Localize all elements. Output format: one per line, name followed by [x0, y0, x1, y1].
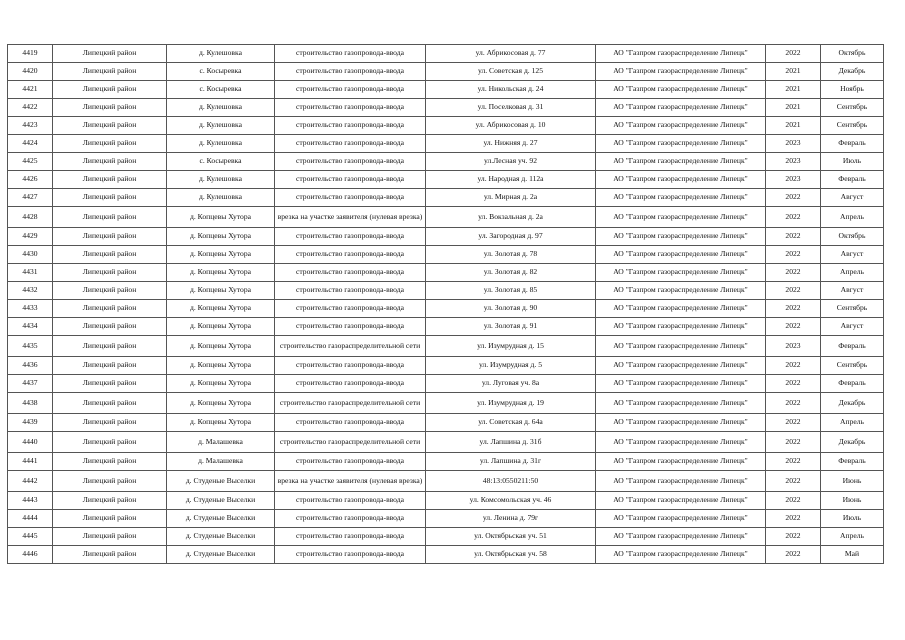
work-type-cell: врезка на участке заявителя (нулевая врезка) [275, 471, 426, 492]
table-row [8, 453, 884, 471]
work-type-cell: строительство газопровода-ввода [275, 99, 426, 117]
address-cell: ул. Мирная д. 2а [426, 189, 596, 207]
address-cell: ул. Комсомольская уч. 46 [426, 492, 596, 510]
organization-cell: АО "Газпром газораспределение Липецк" [596, 414, 766, 432]
row-number-cell: 4431 [8, 264, 53, 282]
address-cell: ул. Лапшина д. 31б [426, 432, 596, 453]
year-cell: 2023 [766, 336, 821, 357]
locality-cell: д. Кулешовка [167, 135, 275, 153]
address-cell: ул. Золотая д. 91 [426, 318, 596, 336]
row-number-cell: 4429 [8, 228, 53, 246]
locality-cell: д. Студеные Выселки [167, 528, 275, 546]
locality-cell: д. Копцевы Хутора [167, 246, 275, 264]
month-cell: Июнь [821, 492, 884, 510]
table-row [8, 414, 884, 432]
row-number-cell: 4421 [8, 81, 53, 99]
organization-cell: АО "Газпром газораспределение Липецк" [596, 99, 766, 117]
table-row [8, 300, 884, 318]
district-cell: Липецкий район [53, 228, 167, 246]
organization-cell: АО "Газпром газораспределение Липецк" [596, 189, 766, 207]
year-cell: 2023 [766, 171, 821, 189]
month-cell: Июнь [821, 471, 884, 492]
district-cell: Липецкий район [53, 546, 167, 564]
locality-cell: д. Студеные Выселки [167, 546, 275, 564]
address-cell: ул. Октябрьская уч. 51 [426, 528, 596, 546]
work-type-cell: строительство газораспределительной сети [275, 432, 426, 453]
year-cell: 2022 [766, 264, 821, 282]
organization-cell: АО "Газпром газораспределение Липецк" [596, 153, 766, 171]
month-cell: Декабрь [821, 393, 884, 414]
locality-cell: д. Кулешовка [167, 189, 275, 207]
month-cell: Сентябрь [821, 117, 884, 135]
district-cell: Липецкий район [53, 99, 167, 117]
row-number-cell: 4425 [8, 153, 53, 171]
address-cell: ул. Золотая д. 90 [426, 300, 596, 318]
row-number-cell: 4446 [8, 546, 53, 564]
work-type-cell: строительство газопровода-ввода [275, 153, 426, 171]
month-cell: Апрель [821, 207, 884, 228]
row-number-cell: 4423 [8, 117, 53, 135]
year-cell: 2021 [766, 117, 821, 135]
work-type-cell: строительство газопровода-ввода [275, 246, 426, 264]
table-row [8, 375, 884, 393]
year-cell: 2022 [766, 546, 821, 564]
organization-cell: АО "Газпром газораспределение Липецк" [596, 171, 766, 189]
table-row [8, 207, 884, 228]
address-cell: ул. Вокзальная д. 2а [426, 207, 596, 228]
district-cell: Липецкий район [53, 207, 167, 228]
address-cell: ул. Ленина д. 79г [426, 510, 596, 528]
locality-cell: д. Копцевы Хутора [167, 282, 275, 300]
district-cell: Липецкий район [53, 492, 167, 510]
organization-cell: АО "Газпром газораспределение Липецк" [596, 375, 766, 393]
row-number-cell: 4430 [8, 246, 53, 264]
organization-cell: АО "Газпром газораспределение Липецк" [596, 45, 766, 63]
organization-cell: АО "Газпром газораспределение Липецк" [596, 117, 766, 135]
organization-cell: АО "Газпром газораспределение Липецк" [596, 453, 766, 471]
year-cell: 2023 [766, 135, 821, 153]
locality-cell: д. Кулешовка [167, 117, 275, 135]
table-row [8, 528, 884, 546]
work-type-cell: строительство газораспределительной сети [275, 393, 426, 414]
work-type-cell: строительство газопровода-ввода [275, 228, 426, 246]
year-cell: 2022 [766, 414, 821, 432]
district-cell: Липецкий район [53, 282, 167, 300]
address-cell: ул.Лесная уч. 92 [426, 153, 596, 171]
month-cell: Сентябрь [821, 357, 884, 375]
organization-cell: АО "Газпром газораспределение Липецк" [596, 510, 766, 528]
locality-cell: с. Косыревка [167, 153, 275, 171]
work-type-cell: строительство газопровода-ввода [275, 264, 426, 282]
year-cell: 2022 [766, 228, 821, 246]
address-cell: ул. Никольская д. 24 [426, 81, 596, 99]
address-cell: ул. Октябрьская уч. 58 [426, 546, 596, 564]
table-row [8, 432, 884, 453]
month-cell: Май [821, 546, 884, 564]
work-type-cell: строительство газопровода-ввода [275, 492, 426, 510]
month-cell: Сентябрь [821, 99, 884, 117]
organization-cell: АО "Газпром газораспределение Липецк" [596, 528, 766, 546]
row-number-cell: 4432 [8, 282, 53, 300]
organization-cell: АО "Газпром газораспределение Липецк" [596, 81, 766, 99]
organization-cell: АО "Газпром газораспределение Липецк" [596, 282, 766, 300]
locality-cell: д. Копцевы Хутора [167, 375, 275, 393]
month-cell: Июль [821, 510, 884, 528]
organization-cell: АО "Газпром газораспределение Липецк" [596, 357, 766, 375]
month-cell: Апрель [821, 414, 884, 432]
district-cell: Липецкий район [53, 471, 167, 492]
year-cell: 2021 [766, 99, 821, 117]
year-cell: 2022 [766, 492, 821, 510]
organization-cell: АО "Газпром газораспределение Липецк" [596, 432, 766, 453]
row-number-cell: 4426 [8, 171, 53, 189]
year-cell: 2022 [766, 357, 821, 375]
table-row [8, 171, 884, 189]
row-number-cell: 4445 [8, 528, 53, 546]
month-cell: Ноябрь [821, 81, 884, 99]
row-number-cell: 4424 [8, 135, 53, 153]
organization-cell: АО "Газпром газораспределение Липецк" [596, 207, 766, 228]
month-cell: Август [821, 318, 884, 336]
row-number-cell: 4438 [8, 393, 53, 414]
locality-cell: д. Кулешовка [167, 99, 275, 117]
locality-cell: д. Копцевы Хутора [167, 228, 275, 246]
month-cell: Август [821, 189, 884, 207]
work-type-cell: строительство газопровода-ввода [275, 45, 426, 63]
work-type-cell: строительство газопровода-ввода [275, 300, 426, 318]
locality-cell: д. Копцевы Хутора [167, 414, 275, 432]
organization-cell: АО "Газпром газораспределение Липецк" [596, 318, 766, 336]
month-cell: Август [821, 282, 884, 300]
year-cell: 2023 [766, 153, 821, 171]
district-cell: Липецкий район [53, 432, 167, 453]
work-type-cell: строительство газопровода-ввода [275, 375, 426, 393]
month-cell: Август [821, 246, 884, 264]
row-number-cell: 4435 [8, 336, 53, 357]
year-cell: 2022 [766, 393, 821, 414]
locality-cell: д. Копцевы Хутора [167, 393, 275, 414]
table-row [8, 318, 884, 336]
month-cell: Февраль [821, 375, 884, 393]
year-cell: 2022 [766, 207, 821, 228]
organization-cell: АО "Газпром газораспределение Липецк" [596, 63, 766, 81]
table-row [8, 99, 884, 117]
district-cell: Липецкий район [53, 510, 167, 528]
gas-connection-table [7, 44, 884, 564]
row-number-cell: 4437 [8, 375, 53, 393]
row-number-cell: 4419 [8, 45, 53, 63]
address-cell: ул. Лапшина д. 31г [426, 453, 596, 471]
table-row [8, 357, 884, 375]
organization-cell: АО "Газпром газораспределение Липецк" [596, 300, 766, 318]
district-cell: Липецкий район [53, 375, 167, 393]
work-type-cell: строительство газопровода-ввода [275, 546, 426, 564]
month-cell: Февраль [821, 336, 884, 357]
locality-cell: д. Малашевка [167, 432, 275, 453]
address-cell: ул. Золотая д. 85 [426, 282, 596, 300]
organization-cell: АО "Газпром газораспределение Липецк" [596, 246, 766, 264]
month-cell: Декабрь [821, 63, 884, 81]
work-type-cell: строительство газопровода-ввода [275, 510, 426, 528]
month-cell: Апрель [821, 528, 884, 546]
organization-cell: АО "Газпром газораспределение Липецк" [596, 135, 766, 153]
row-number-cell: 4436 [8, 357, 53, 375]
work-type-cell: строительство газопровода-ввода [275, 357, 426, 375]
locality-cell: д. Копцевы Хутора [167, 300, 275, 318]
month-cell: Октябрь [821, 228, 884, 246]
locality-cell: с. Косыревка [167, 81, 275, 99]
table-body [8, 45, 884, 564]
table-row [8, 546, 884, 564]
table-row [8, 189, 884, 207]
row-number-cell: 4434 [8, 318, 53, 336]
district-cell: Липецкий район [53, 528, 167, 546]
district-cell: Липецкий район [53, 318, 167, 336]
address-cell: ул. Загородная д. 97 [426, 228, 596, 246]
address-cell: ул. Советская д. 125 [426, 63, 596, 81]
address-cell: ул. Абрикосовая д. 77 [426, 45, 596, 63]
locality-cell: с. Косыревка [167, 63, 275, 81]
address-cell: ул. Изумрудная д. 19 [426, 393, 596, 414]
district-cell: Липецкий район [53, 300, 167, 318]
row-number-cell: 4427 [8, 189, 53, 207]
locality-cell: д. Малашевка [167, 453, 275, 471]
table-row [8, 510, 884, 528]
work-type-cell: строительство газопровода-ввода [275, 117, 426, 135]
address-cell: ул. Золотая д. 78 [426, 246, 596, 264]
table-row [8, 264, 884, 282]
table-row [8, 228, 884, 246]
district-cell: Липецкий район [53, 63, 167, 81]
row-number-cell: 4420 [8, 63, 53, 81]
year-cell: 2022 [766, 453, 821, 471]
table-row [8, 45, 884, 63]
address-cell: ул. Луговая уч. 8а [426, 375, 596, 393]
address-cell: 48:13:0550211:50 [426, 471, 596, 492]
month-cell: Октябрь [821, 45, 884, 63]
row-number-cell: 4422 [8, 99, 53, 117]
locality-cell: д. Копцевы Хутора [167, 264, 275, 282]
row-number-cell: 4439 [8, 414, 53, 432]
work-type-cell: строительство газопровода-ввода [275, 453, 426, 471]
locality-cell: д. Копцевы Хутора [167, 318, 275, 336]
table-row [8, 282, 884, 300]
organization-cell: АО "Газпром газораспределение Липецк" [596, 471, 766, 492]
district-cell: Липецкий район [53, 336, 167, 357]
table-row [8, 117, 884, 135]
locality-cell: д. Копцевы Хутора [167, 336, 275, 357]
address-cell: ул. Золотая д. 82 [426, 264, 596, 282]
work-type-cell: строительство газопровода-ввода [275, 63, 426, 81]
district-cell: Липецкий район [53, 246, 167, 264]
table-row [8, 393, 884, 414]
organization-cell: АО "Газпром газораспределение Липецк" [596, 264, 766, 282]
organization-cell: АО "Газпром газораспределение Липецк" [596, 492, 766, 510]
year-cell: 2021 [766, 63, 821, 81]
address-cell: ул. Абрикосовая д. 10 [426, 117, 596, 135]
row-number-cell: 4440 [8, 432, 53, 453]
district-cell: Липецкий район [53, 171, 167, 189]
table-row [8, 246, 884, 264]
organization-cell: АО "Газпром газораспределение Липецк" [596, 336, 766, 357]
table-row [8, 63, 884, 81]
year-cell: 2022 [766, 432, 821, 453]
address-cell: ул. Изумрудная д. 15 [426, 336, 596, 357]
district-cell: Липецкий район [53, 357, 167, 375]
district-cell: Липецкий район [53, 153, 167, 171]
work-type-cell: строительство газопровода-ввода [275, 81, 426, 99]
district-cell: Липецкий район [53, 453, 167, 471]
locality-cell: д. Копцевы Хутора [167, 357, 275, 375]
locality-cell: д. Кулешовка [167, 171, 275, 189]
address-cell: ул. Советская д. 64а [426, 414, 596, 432]
row-number-cell: 4443 [8, 492, 53, 510]
month-cell: Сентябрь [821, 300, 884, 318]
locality-cell: д. Копцевы Хутора [167, 207, 275, 228]
work-type-cell: строительство газопровода-ввода [275, 135, 426, 153]
work-type-cell: строительство газопровода-ввода [275, 528, 426, 546]
district-cell: Липецкий район [53, 45, 167, 63]
year-cell: 2022 [766, 375, 821, 393]
year-cell: 2022 [766, 318, 821, 336]
month-cell: Февраль [821, 171, 884, 189]
work-type-cell: строительство газопровода-ввода [275, 414, 426, 432]
month-cell: Февраль [821, 135, 884, 153]
organization-cell: АО "Газпром газораспределение Липецк" [596, 546, 766, 564]
address-cell: ул. Народная д. 112а [426, 171, 596, 189]
district-cell: Липецкий район [53, 393, 167, 414]
month-cell: Февраль [821, 453, 884, 471]
work-type-cell: строительство газопровода-ввода [275, 318, 426, 336]
district-cell: Липецкий район [53, 135, 167, 153]
row-number-cell: 4433 [8, 300, 53, 318]
district-cell: Липецкий район [53, 264, 167, 282]
row-number-cell: 4441 [8, 453, 53, 471]
work-type-cell: строительство газопровода-ввода [275, 171, 426, 189]
address-cell: ул. Нижняя д. 27 [426, 135, 596, 153]
year-cell: 2022 [766, 189, 821, 207]
month-cell: Июль [821, 153, 884, 171]
locality-cell: д. Студеные Выселки [167, 492, 275, 510]
year-cell: 2022 [766, 246, 821, 264]
district-cell: Липецкий район [53, 414, 167, 432]
table-row [8, 492, 884, 510]
month-cell: Апрель [821, 264, 884, 282]
table-row [8, 81, 884, 99]
work-type-cell: строительство газораспределительной сети [275, 336, 426, 357]
district-cell: Липецкий район [53, 81, 167, 99]
work-type-cell: строительство газопровода-ввода [275, 189, 426, 207]
year-cell: 2021 [766, 81, 821, 99]
work-type-cell: строительство газопровода-ввода [275, 282, 426, 300]
year-cell: 2022 [766, 300, 821, 318]
row-number-cell: 4428 [8, 207, 53, 228]
year-cell: 2022 [766, 528, 821, 546]
table-row [8, 471, 884, 492]
row-number-cell: 4444 [8, 510, 53, 528]
locality-cell: д. Кулешовка [167, 45, 275, 63]
table-row [8, 135, 884, 153]
year-cell: 2022 [766, 471, 821, 492]
work-type-cell: врезка на участке заявителя (нулевая врезка) [275, 207, 426, 228]
organization-cell: АО "Газпром газораспределение Липецк" [596, 393, 766, 414]
district-cell: Липецкий район [53, 117, 167, 135]
year-cell: 2022 [766, 45, 821, 63]
district-cell: Липецкий район [53, 189, 167, 207]
month-cell: Декабрь [821, 432, 884, 453]
table-row [8, 153, 884, 171]
year-cell: 2022 [766, 510, 821, 528]
year-cell: 2022 [766, 282, 821, 300]
locality-cell: д. Студеные Выселки [167, 510, 275, 528]
row-number-cell: 4442 [8, 471, 53, 492]
table-row [8, 336, 884, 357]
address-cell: ул. Изумрудная д. 5 [426, 357, 596, 375]
address-cell: ул. Поселковая д. 31 [426, 99, 596, 117]
organization-cell: АО "Газпром газораспределение Липецк" [596, 228, 766, 246]
locality-cell: д. Студеные Выселки [167, 471, 275, 492]
